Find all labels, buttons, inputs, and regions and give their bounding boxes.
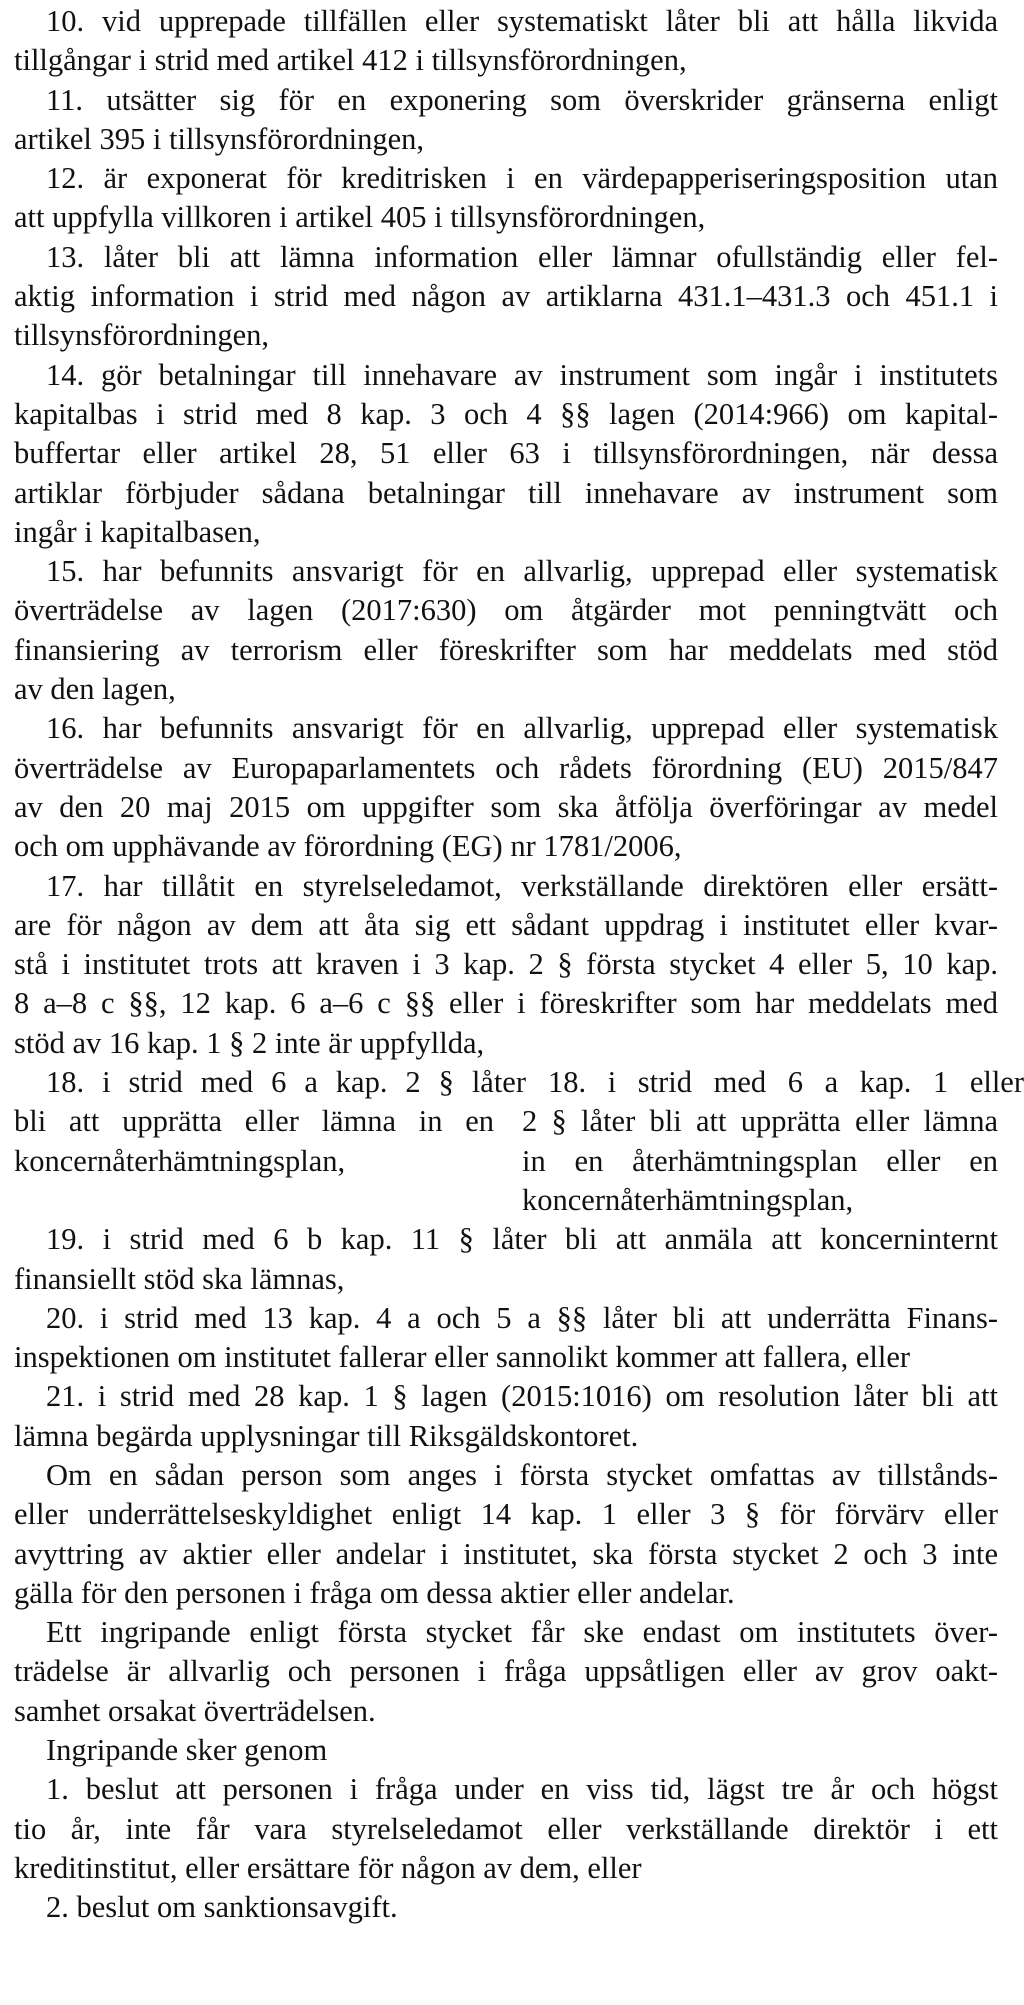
text-line: 17. har tillåtit en styrelseledamot, verkställande direktören eller ersätt- — [46, 868, 998, 903]
text-line: koncernåterhämtningsplan, — [14, 1143, 346, 1178]
text-line: 18. i strid med 6 a kap. 1 eller — [548, 1065, 1024, 1100]
text-line: 8 a–8 c §§, 12 kap. 6 a–6 c §§ eller i föreskrifter som har meddelats med — [14, 986, 998, 1021]
text-line: 19. i strid med 6 b kap. 11 § låter bli att anmäla att koncerninternt — [46, 1222, 998, 1257]
text-line: 11. utsätter sig för en exponering som överskrider gränserna enligt — [46, 82, 998, 117]
text-line: trädelse är allvarlig och personen i fråga uppsåtligen eller av grov oakt- — [14, 1654, 998, 1689]
comparison-columns — [14, 1063, 1024, 1220]
text-line: in en återhämtningsplan eller en — [522, 1143, 998, 1178]
text-line: artiklar förbjuder sådana betalningar till innehavare av instrument som — [14, 475, 998, 510]
text-line: eller underrättelseskyldighet enligt 14 kap. 1 eller 3 § för förvärv eller — [14, 1497, 998, 1532]
text-line: tio år, inte får vara styrelseledamot eller verkställande direktör i ett — [14, 1811, 998, 1846]
text-line: koncernåterhämtningsplan, — [522, 1182, 854, 1217]
text-line: ingår i kapitalbasen, — [14, 514, 261, 549]
text-line: av den 20 maj 2015 om uppgifter som ska åtfölja överföringar av medel — [14, 789, 998, 824]
text-line: tillsynsförordningen, — [14, 318, 269, 353]
text-line: tillgångar i strid med artikel 412 i tillsynsförordningen, — [14, 43, 687, 78]
text-line: are för någon av dem att åta sig ett sådant uppdrag i institutet eller kvar- — [14, 907, 998, 942]
comparison-current-wording — [14, 1063, 526, 1220]
text-line: finansiering av terrorism eller föreskrifter som har meddelats med stöd — [14, 632, 998, 667]
text-after-comparison — [14, 1220, 998, 1927]
text-line: 10. vid upprepade tillfällen eller systematiskt låter bli att hålla likvida — [46, 4, 998, 38]
text-line: och om upphävande av förordning (EG) nr 1781/2006, — [14, 829, 682, 864]
text-line: 18. i strid med 6 a kap. 2 § låter — [46, 1065, 526, 1100]
text-line: Om en sådan person som anges i första stycket omfattas av tillstånds- — [46, 1457, 998, 1492]
text-line: 2 § låter bli att upprätta eller lämna — [522, 1104, 998, 1139]
text-line: finansiellt stöd ska lämnas, — [14, 1261, 345, 1296]
text-line: gälla för den personen i fråga om dessa aktier eller andelar. — [14, 1575, 735, 1610]
text-line: artikel 395 i tillsynsförordningen, — [14, 121, 424, 156]
text-line: lämna begärda upplysningar till Riksgäldskontoret. — [14, 1418, 639, 1453]
text-line: överträdelse av lagen (2017:630) om åtgärder mot penningtvätt och — [14, 593, 998, 628]
text-line: Ingripande sker genom — [46, 1733, 328, 1768]
text-line: 16. har befunnits ansvarigt för en allvarlig, upprepad eller systematisk — [46, 711, 998, 746]
text-line: aktig information i strid med någon av artiklarna 431.1–431.3 och 451.1 i — [14, 279, 998, 314]
text-line: 20. i strid med 13 kap. 4 a och 5 a §§ låter bli att underrätta Finans- — [46, 1300, 998, 1335]
text-line: buffertar eller artikel 28, 51 eller 63 i tillsynsförordningen, när dessa — [14, 436, 998, 471]
text-line: 14. gör betalningar till innehavare av instrument som ingår i institutets — [46, 357, 998, 392]
comparison-proposed-wording — [522, 1063, 1024, 1220]
text-line: av den lagen, — [14, 672, 176, 707]
text-line: 12. är exponerat för kreditrisken i en värdepapperiseringsposition utan — [46, 161, 998, 196]
text-line: kapitalbas i strid med 8 kap. 3 och 4 §§ lagen (2014:966) om kapital- — [14, 396, 998, 431]
text-line: samhet orsakat överträdelsen. — [14, 1693, 376, 1728]
text-line: inspektionen om institutet fallerar eller sannolikt kommer att fallera, eller — [14, 1340, 911, 1375]
text-line: 1. beslut att personen i fråga under en viss tid, lägst tre år och högst — [46, 1772, 998, 1807]
text-line: överträdelse av Europaparlamentets och rådets förordning (EU) 2015/847 — [14, 750, 998, 785]
text-before-comparison — [14, 2, 998, 1063]
text-line: 21. i strid med 28 kap. 1 § lagen (2015:1016) om resolution låter bli att — [46, 1379, 998, 1414]
text-line: stöd av 16 kap. 1 § 2 inte är uppfyllda, — [14, 1025, 485, 1060]
text-line: Ett ingripande enligt första stycket får ske endast om institutets över- — [46, 1615, 998, 1650]
text-line: 13. låter bli att lämna information eller lämnar ofullständig eller fel- — [46, 239, 998, 274]
text-line: 2. beslut om sanktionsavgift. — [46, 1890, 398, 1925]
text-line: bli att upprätta eller lämna in en — [14, 1104, 494, 1139]
text-line: stå i institutet trots att kraven i 3 kap. 2 § första stycket 4 eller 5, 10 kap. — [14, 947, 998, 982]
text-line: avyttring av aktier eller andelar i institutet, ska första stycket 2 och 3 inte — [14, 1536, 998, 1571]
text-line: kreditinstitut, eller ersättare för någon av dem, eller — [14, 1850, 642, 1885]
text-line: 15. har befunnits ansvarigt för en allvarlig, upprepad eller systematisk — [46, 554, 998, 589]
text-line: att uppfylla villkoren i artikel 405 i tillsynsförordningen, — [14, 200, 706, 235]
